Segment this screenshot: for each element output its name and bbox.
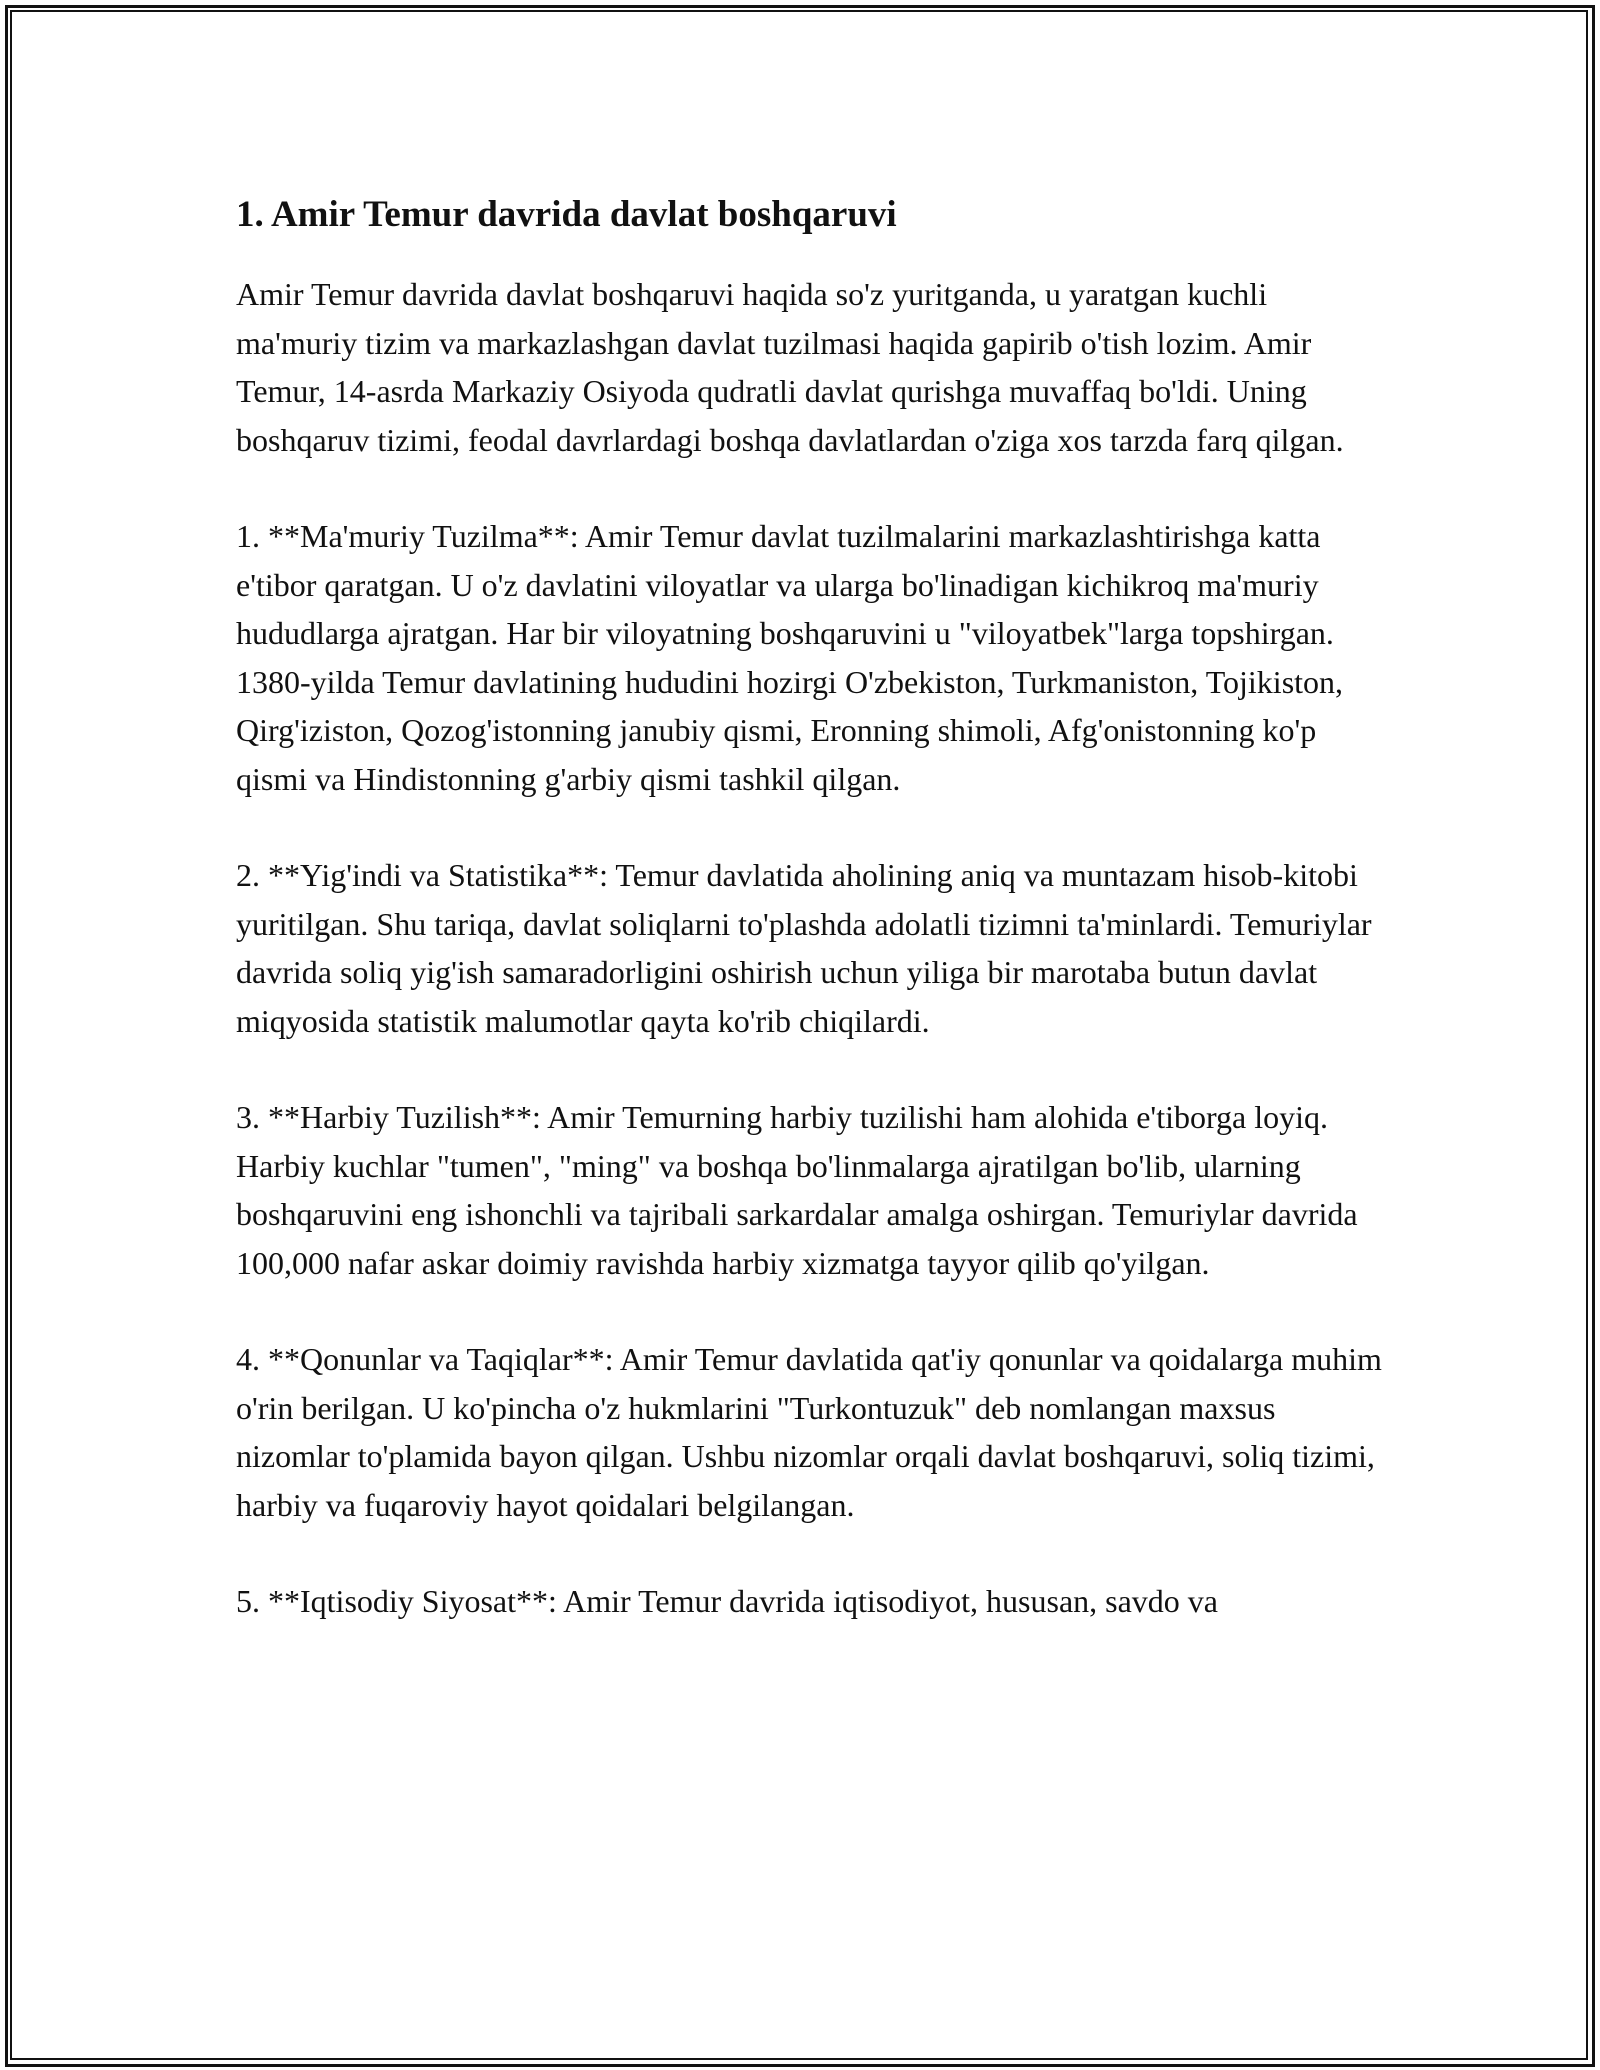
paragraph-military-structure: 3. **Harbiy Tuzilish**: Amir Temurning harbiy tuzilishi ham alohida e'tiborga loyiq. Harbiy kuchlar "tumen", "ming" va boshqa bo'linmalarga ajratilgan bo'lib, ularning boshqaruvini eng ishonchli va tajribali sarkardalar amalga oshirgan. Temuriylar davrida 100,000 nafar askar doimiy ravishda harbiy xizmatga tayyor qilib qo'yilgan. — [236, 1099, 1358, 1281]
paragraph-census-statistics: 2. **Yig'indi va Statistika**: Temur davlatida aholining aniq va muntazam hisob-kitobi yuritilgan. Shu tariqa, davlat soliqlarni to'plashda adolatli tizimni ta'minlardi. Temuriylar davrida soliq yig'ish samaradorligini oshirish uchun yiliga bir marotaba butun davlat miqyosida statistik malumotlar qayta ko'rib chiqilardi. — [236, 857, 1372, 1039]
document-page — [236, 180, 1386, 1674]
intro-paragraph: Amir Temur davrida davlat boshqaruvi haqida so'z yuritganda, u yaratgan kuchli ma'muriy tizim va markazlashgan davlat tuzilmasi haqida gapirib o'tish lozim. Amir Temur, 14-asrda Markaziy Osiyoda qudratli davlat qurishga muvaffaq bo'ldi. Uning boshqaruv tizimi, feodal davrlardagi boshqa davlatlardan o'ziga xos tarzda farq qilgan. — [236, 276, 1344, 458]
document-title: 1. Amir Temur davrida davlat boshqaruvi — [236, 194, 897, 235]
paragraph-administrative-structure: 1. **Ma'muriy Tuzilma**: Amir Temur davlat tuzilmalarini markazlashtirishga katta e'tibor qaratgan. U o'z davlatini viloyatlar va ularga bo'linadigan kichikroq ma'muriy hududlarga ajratgan. Har bir viloyatning boshqaruvini u "viloyatbek"larga topshirgan. 1380-yilda Temur davlatining hududini hozirgi O'zbekiston, Turkmaniston, Tojikiston, Qirg'iziston, Qozog'istonning janubiy qismi, Eronning shimoli, Afg'onistonning ko'p qismi va Hindistonning g'arbiy qismi tashkil qilgan. — [236, 518, 1344, 797]
paragraph-economic-policy: 5. **Iqtisodiy Siyosat**: Amir Temur davrida iqtisodiyot, hususan, savdo va — [236, 1583, 1218, 1619]
paragraph-laws-prohibitions: 4. **Qonunlar va Taqiqlar**: Amir Temur davlatida qat'iy qonunlar va qoidalarga muhim o'rin berilgan. U ko'pincha o'z hukmlarini "Turkontuzuk" deb nomlangan maxsus nizomlar to'plamida bayon qilgan. Ushbu nizomlar orqali davlat boshqaruvi, soliq tizimi, harbiy va fuqaroviy hayot qoidalari belgilangan. — [236, 1341, 1382, 1523]
